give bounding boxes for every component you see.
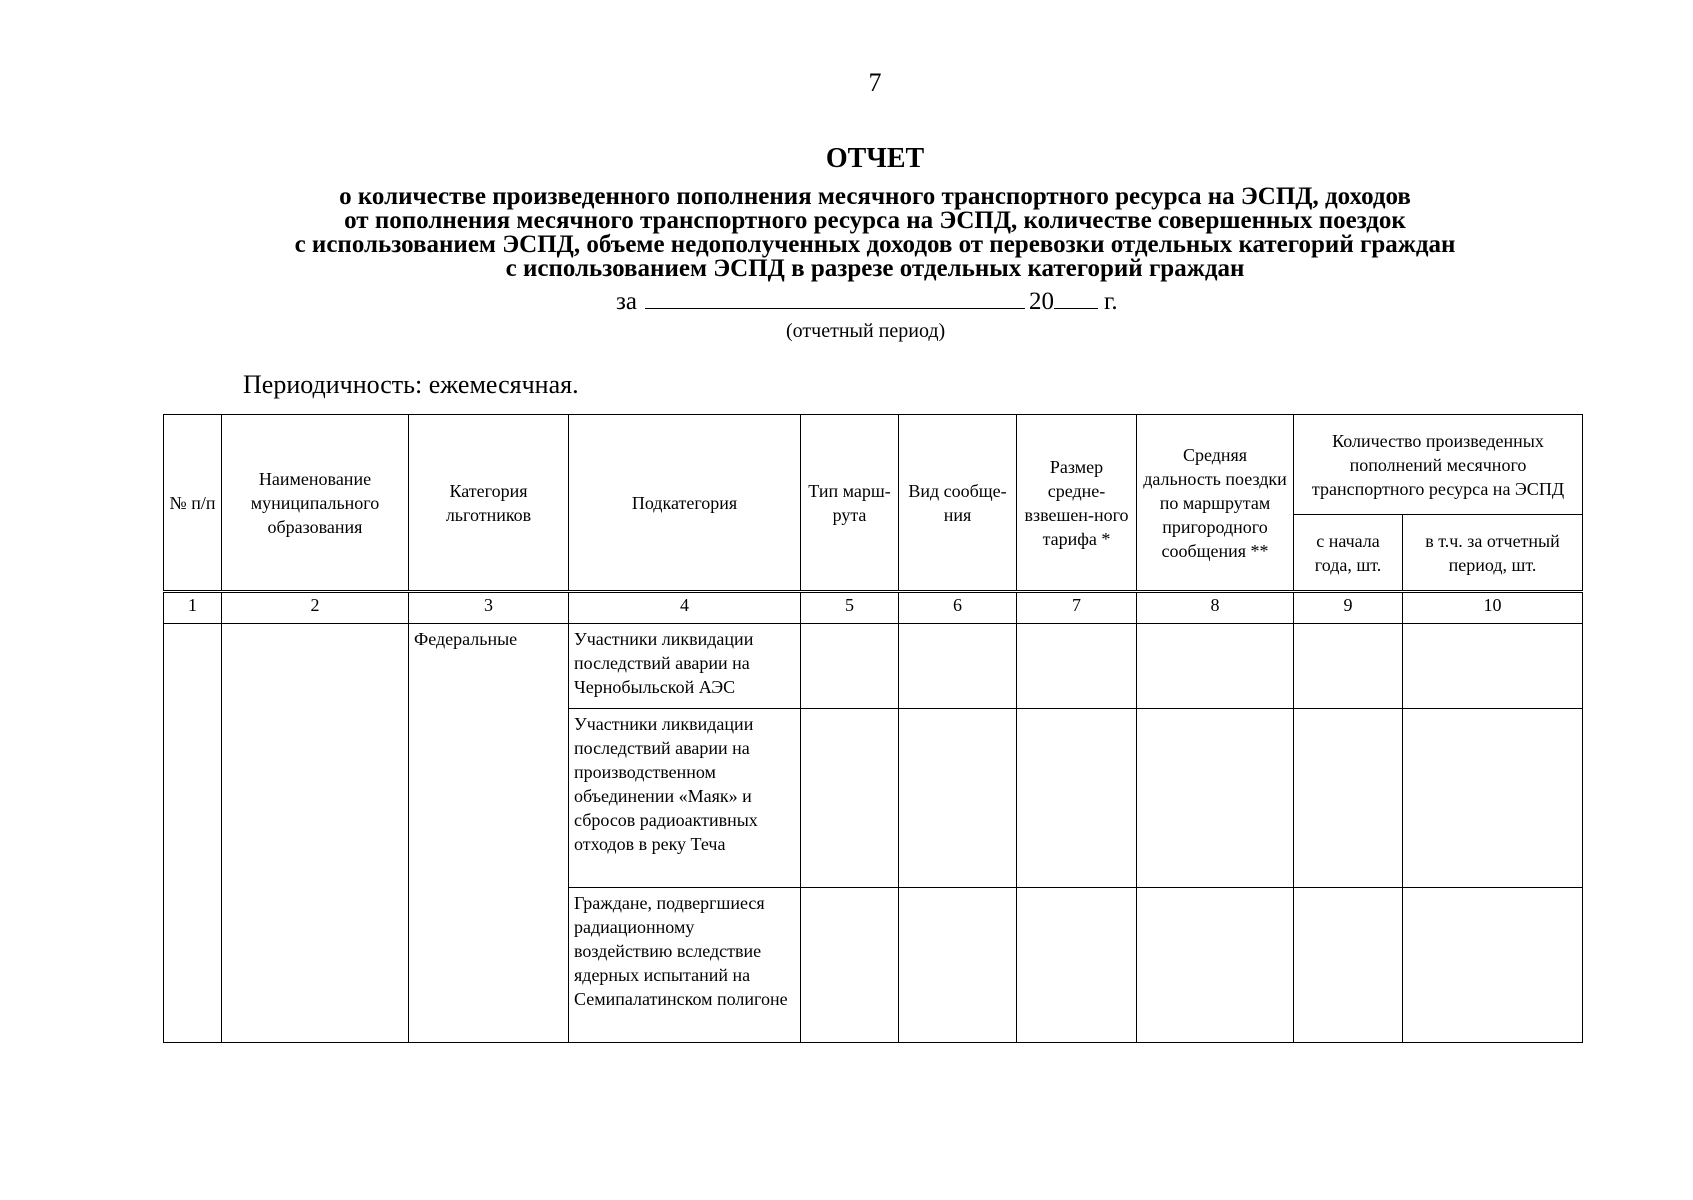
header-municipality: Наименование муниципального образования bbox=[222, 415, 409, 592]
cell-since-year-start[interactable] bbox=[1294, 624, 1403, 709]
cell-reporting-period[interactable] bbox=[1403, 888, 1583, 1043]
header-number: № п/п bbox=[164, 415, 222, 592]
header-subcategory: Подкатегория bbox=[569, 415, 801, 592]
header-avg-tariff: Размер средне-взвешен-ного тарифа * bbox=[1017, 415, 1137, 592]
column-number: 2 bbox=[222, 592, 409, 624]
period-blank-field[interactable] bbox=[645, 288, 1025, 309]
cell-connection-type[interactable] bbox=[899, 624, 1017, 709]
header-reporting-period: в т.ч. за отчетный период, шт. bbox=[1403, 515, 1583, 592]
reporting-period-line bbox=[616, 288, 1118, 316]
cell-since-year-start[interactable] bbox=[1294, 888, 1403, 1043]
cell-municipality[interactable] bbox=[222, 624, 409, 1043]
report-title: ОТЧЕТ bbox=[825, 143, 925, 174]
column-number: 3 bbox=[409, 592, 569, 624]
column-number: 4 bbox=[569, 592, 801, 624]
cell-reporting-period[interactable] bbox=[1403, 624, 1583, 709]
cell-connection-type[interactable] bbox=[899, 709, 1017, 888]
year-prefix: 20 bbox=[1028, 288, 1054, 315]
cell-avg-distance[interactable] bbox=[1137, 888, 1294, 1043]
cell-subcategory: Участники ликвидации последствий аварии на производственном объединении «Маяк» и сбросов радиоактивных отходов в реку Теча bbox=[569, 709, 801, 888]
cell-subcategory: Граждане, подвергшиеся радиационному воздействию вследствие ядерных испытаний на Семипалатинском полигоне bbox=[569, 888, 801, 1043]
header-category: Категория льготников bbox=[409, 415, 569, 592]
column-number: 10 bbox=[1403, 592, 1583, 624]
cell-number[interactable] bbox=[164, 624, 222, 1043]
cell-avg-distance[interactable] bbox=[1137, 624, 1294, 709]
header-since-year-start: с начала года, шт. bbox=[1294, 515, 1403, 592]
column-number: 6 bbox=[899, 592, 1017, 624]
column-number: 9 bbox=[1294, 592, 1403, 624]
cell-avg-tariff[interactable] bbox=[1017, 624, 1137, 709]
report-subtitle bbox=[160, 185, 1590, 281]
year-blank-field[interactable] bbox=[1054, 288, 1098, 309]
column-number: 7 bbox=[1017, 592, 1137, 624]
subtitle-line: с использованием ЭСПД, объеме недополученных доходов от перевозки отдельных категорий граждан bbox=[294, 231, 1456, 258]
subtitle-line: от пополнения месячного транспортного ресурса на ЭСПД, количестве совершенных поездок bbox=[344, 207, 1406, 234]
cell-reporting-period[interactable] bbox=[1403, 709, 1583, 888]
year-suffix: г. bbox=[1103, 288, 1118, 315]
column-number: 8 bbox=[1137, 592, 1294, 624]
cell-connection-type[interactable] bbox=[899, 888, 1017, 1043]
header-route-type: Тип марш-рута bbox=[801, 415, 899, 592]
cell-category: Федеральные bbox=[409, 624, 569, 1043]
periodicity-text: Периодичность: ежемесячная. bbox=[243, 370, 579, 399]
cell-route-type[interactable] bbox=[801, 624, 899, 709]
page-number: 7 bbox=[868, 68, 882, 97]
header-connection-type: Вид сообще-ния bbox=[899, 415, 1017, 592]
header-avg-distance: Средняя дальность поездки по маршрутам пригородного сообщения ** bbox=[1137, 415, 1294, 592]
table-row bbox=[164, 624, 1583, 709]
column-number-row bbox=[164, 592, 1583, 624]
cell-avg-tariff[interactable] bbox=[1017, 709, 1137, 888]
cell-avg-distance[interactable] bbox=[1137, 709, 1294, 888]
cell-subcategory: Участники ликвидации последствий аварии на Чернобыльской АЭС bbox=[569, 624, 801, 709]
cell-route-type[interactable] bbox=[801, 709, 899, 888]
cell-avg-tariff[interactable] bbox=[1017, 888, 1137, 1043]
report-table bbox=[163, 414, 1583, 1043]
period-caption: (отчетный период) bbox=[786, 320, 946, 342]
cell-since-year-start[interactable] bbox=[1294, 709, 1403, 888]
cell-route-type[interactable] bbox=[801, 888, 899, 1043]
column-number: 5 bbox=[801, 592, 899, 624]
period-prefix: за bbox=[616, 288, 637, 315]
header-refills-group: Количество произведенных пополнений месячного транспортного ресурса на ЭСПД bbox=[1294, 415, 1583, 515]
subtitle-line: о количестве произведенного пополнения месячного транспортного ресурса на ЭСПД, доходов bbox=[339, 183, 1411, 210]
subtitle-line: с использованием ЭСПД в разрезе отдельных категорий граждан bbox=[505, 255, 1245, 282]
column-number: 1 bbox=[164, 592, 222, 624]
